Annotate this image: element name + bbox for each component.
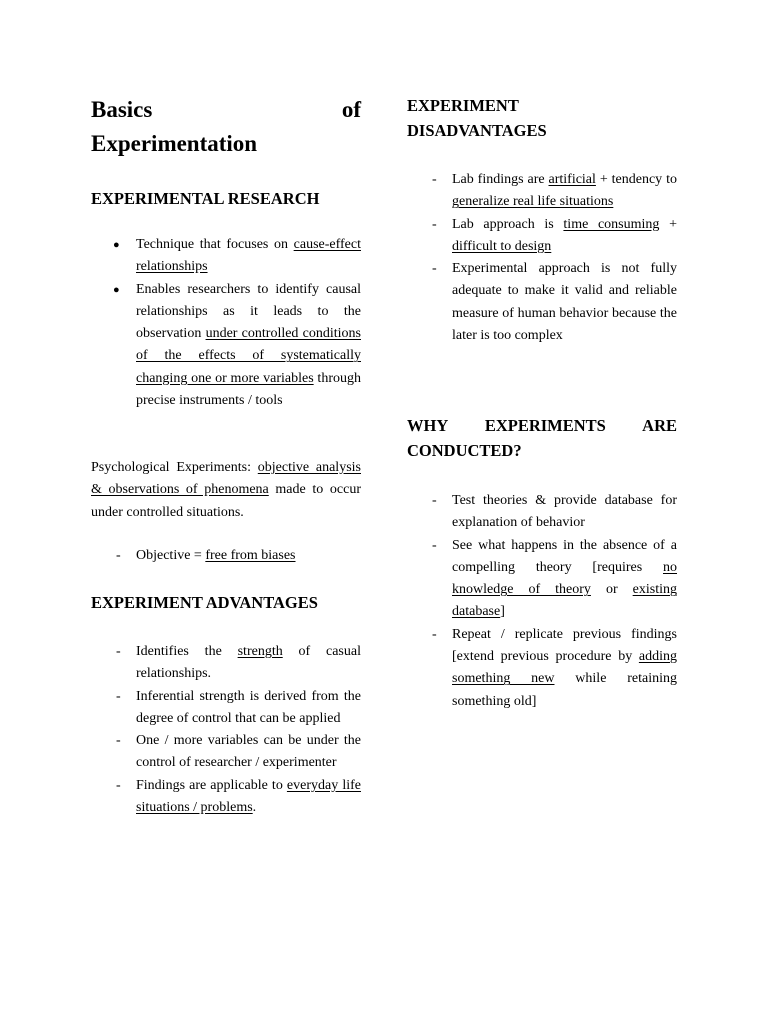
text-segment: Objective = (136, 548, 206, 563)
text-segment: Identifies the (136, 644, 238, 659)
text-segment: of casual relationships. (136, 644, 361, 682)
text-segment: Psychological Experiments: (91, 460, 258, 475)
text-segment: + (659, 216, 677, 232)
text-segment: ] (500, 604, 505, 620)
list-item: - One / more variables can be under the control of researcher / experimenter (91, 730, 361, 775)
advantages-heading: EXPERIMENT ADVANTAGES (91, 593, 318, 612)
list-item (407, 214, 677, 259)
text-segment: or (590, 582, 633, 598)
list-item (91, 545, 361, 567)
why-experiments-heading (407, 413, 677, 463)
text-segment: Lab approach is (452, 216, 564, 232)
document-title (91, 93, 361, 161)
underlined-text: everyday life situations / problems (136, 777, 361, 816)
list-item: - Inferential strength is derived from the degree of control that can be applied (91, 686, 361, 731)
objective-list (91, 545, 361, 567)
text-segment: . (252, 800, 257, 816)
underlined-text: difficult to design (452, 238, 552, 254)
list-item (407, 535, 677, 624)
underlined-text: time consuming (563, 216, 660, 232)
heading-line: EXPERIMENT (407, 96, 519, 115)
psychological-experiments-paragraph (91, 457, 361, 524)
list-item: - Experimental approach is not fully adequate to make it valid and reliable measure of human behavior because the later is too complex (407, 258, 677, 347)
list-item (91, 775, 361, 820)
underlined-text: no knowledge of theory (452, 559, 677, 598)
underlined-text: cause-effect relationships (136, 237, 361, 275)
list-item (91, 279, 361, 413)
text-segment: Findings are applicable to (136, 777, 287, 793)
text-segment: Repeat / replicate previous findings [extend previous procedure by (452, 626, 677, 665)
list-item (91, 234, 361, 279)
title-word-basics: Basics (91, 97, 153, 122)
underlined-text: under controlled conditions of the effects of systematically changing one or more variables (136, 326, 361, 386)
text-segment: while retaining something old] (452, 671, 677, 709)
title-line-2: Experimentation (91, 131, 258, 156)
heading-line: DISADVANTAGES (407, 121, 547, 140)
underlined-text: existing database (452, 582, 677, 620)
disadvantages-list (407, 169, 677, 347)
experimental-research-heading: EXPERIMENTAL RESEARCH (91, 189, 320, 208)
heading-text: WHY EXPERIMENTS ARE (407, 416, 677, 435)
underlined-text: artificial (548, 172, 596, 187)
experimental-research-list (91, 234, 361, 412)
underlined-text: objective analysis & observations of phenomena (91, 460, 361, 498)
underlined-text: adding something new (452, 649, 677, 687)
underlined-text: free from biases (205, 548, 296, 563)
text-segment: See what happens in the absence of a compelling theory [requires (452, 537, 677, 575)
disadvantages-heading (407, 93, 547, 143)
list-item (407, 624, 677, 713)
text-segment: through precise instruments / tools (136, 370, 361, 409)
title-word-of: of (341, 97, 361, 122)
text-segment: Lab findings are (452, 172, 549, 187)
list-item (91, 641, 361, 686)
text-segment: Technique that focuses on (136, 237, 294, 252)
heading-line (407, 413, 677, 438)
why-experiments-list (407, 490, 677, 713)
underlined-text: strength (237, 644, 283, 659)
title-line-1 (91, 93, 361, 127)
heading-line: CONDUCTED? (407, 441, 522, 460)
text-segment: made to occur under controlled situations. (91, 482, 361, 520)
list-item: - Test theories & provide database for explanation of behavior (407, 490, 677, 535)
advantages-list (91, 641, 361, 819)
underlined-text: generalize real life situations (452, 194, 614, 210)
text-segment: Enables researchers to identify causal relationships as it leads to the observation (136, 281, 361, 342)
text-segment: + tendency to (595, 172, 677, 187)
list-item (407, 169, 677, 214)
